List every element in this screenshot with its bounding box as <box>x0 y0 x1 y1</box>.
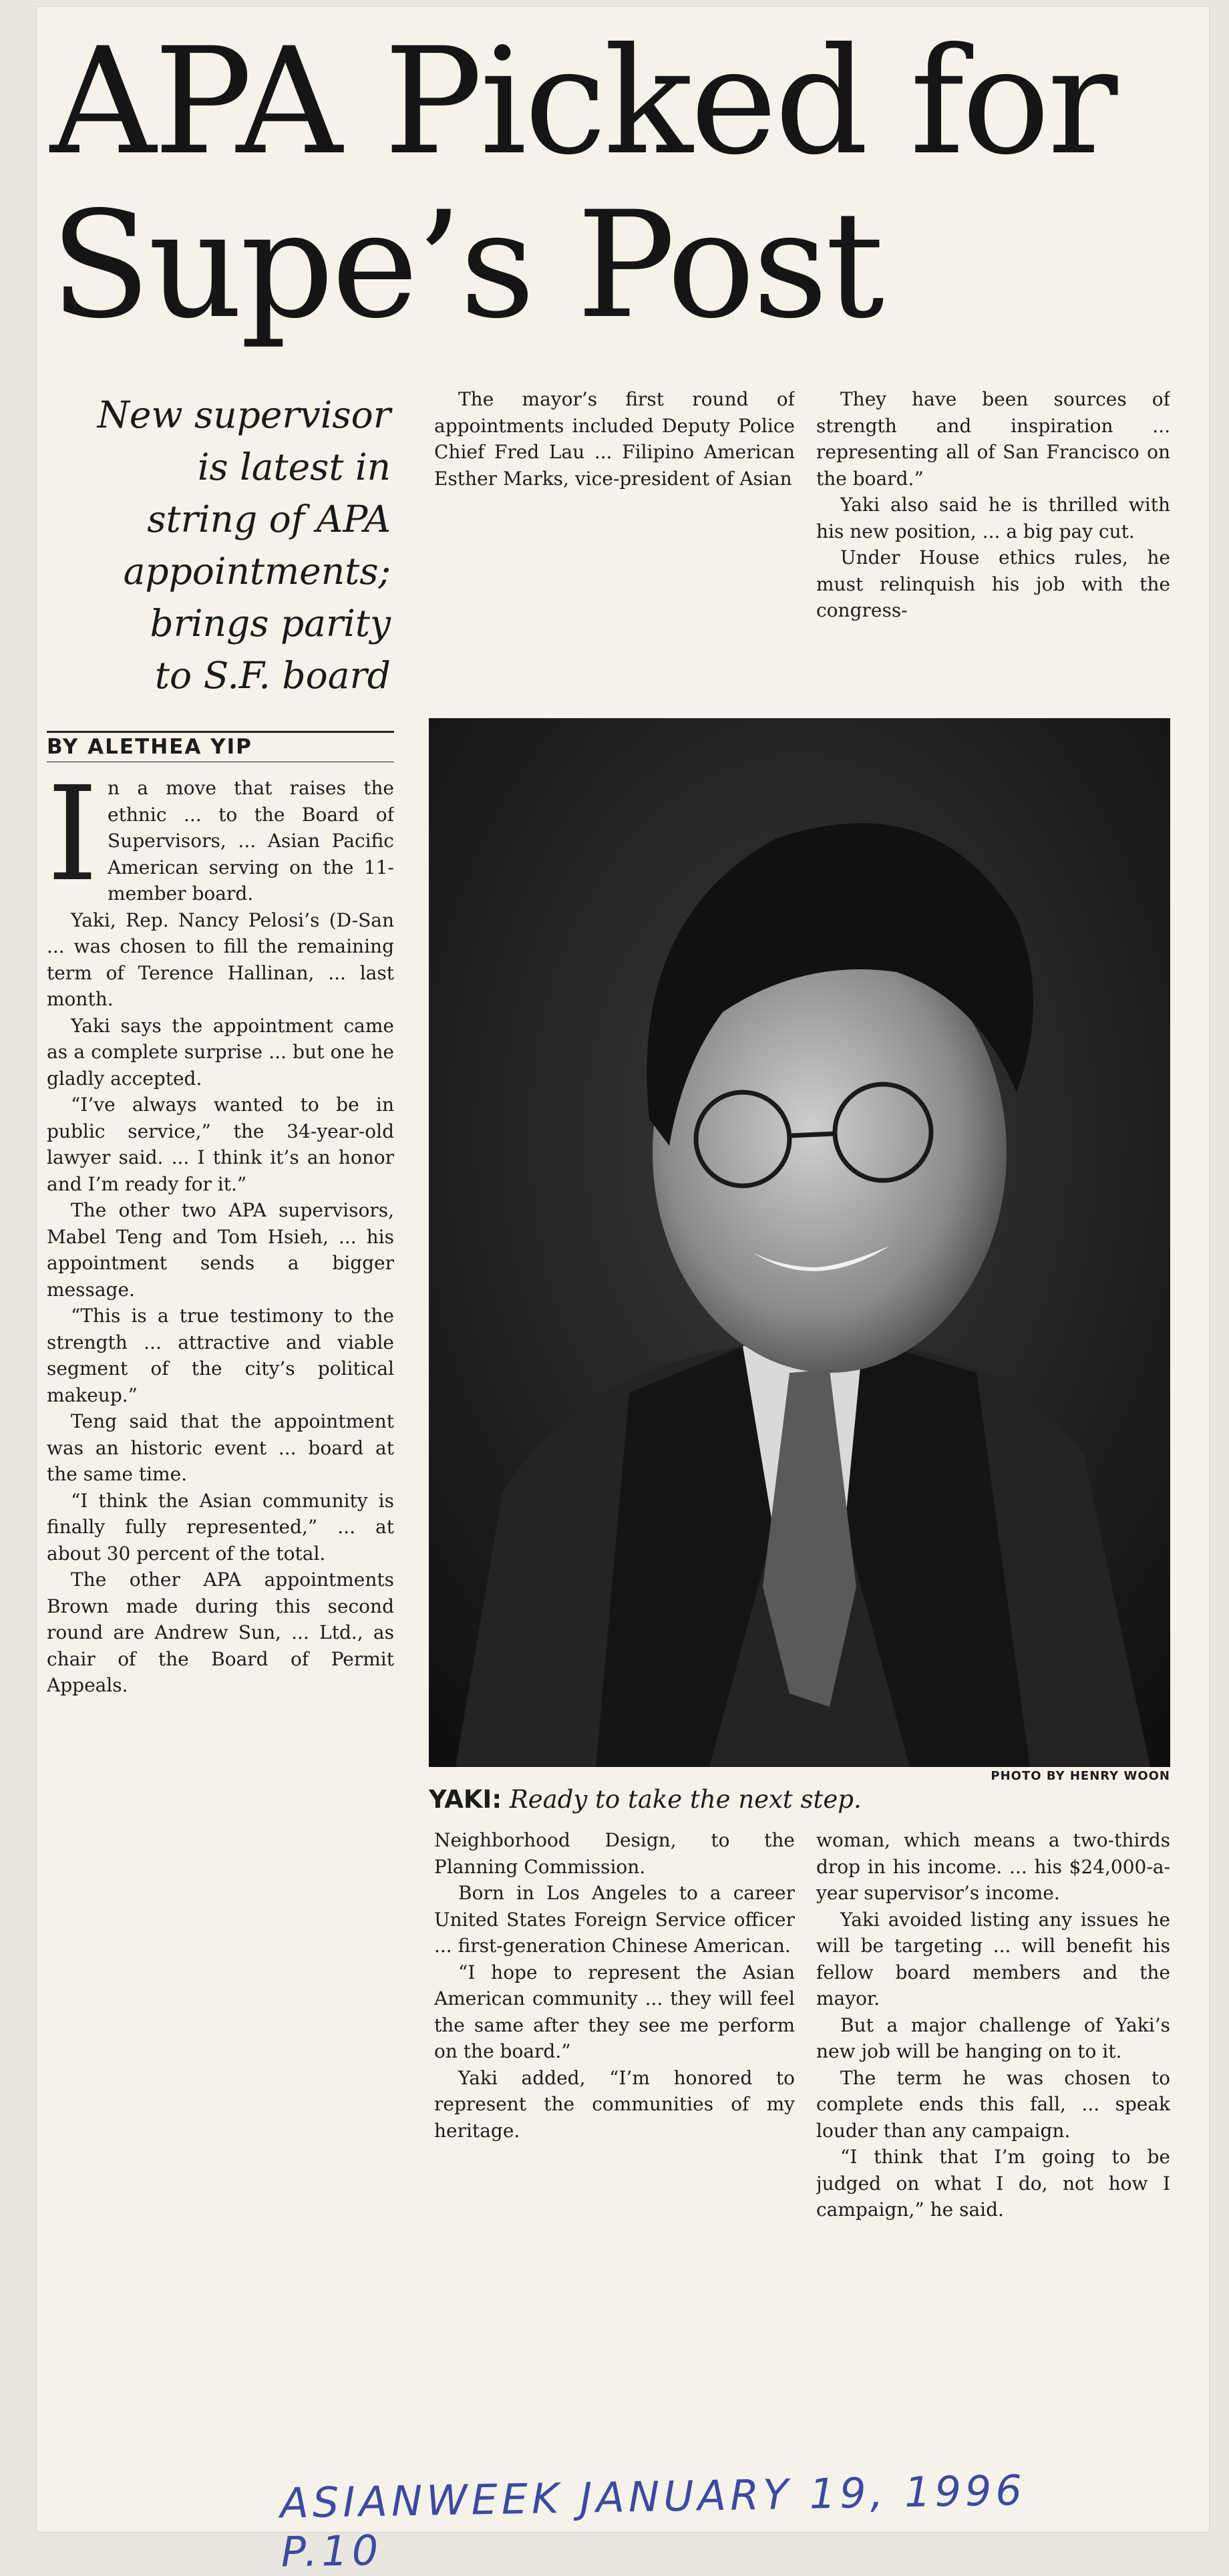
article-paragraph: Teng said that the appointment was an historic event ... board at the same time. <box>47 1410 394 1485</box>
article-paragraph: But a major challenge of Yaki’s new job will be hanging on to it. <box>816 2014 1170 2062</box>
drop-cap: I <box>47 775 99 910</box>
handwritten-note: ASIANWEEK JANUARY 19, 1996 P.10 <box>279 2465 1027 2576</box>
article-paragraph: woman, which means a two-thirds drop in his income. ... his $24,000-a-year supervisor’s income. <box>816 1829 1170 1904</box>
article-paragraph: n a move that raises the ethnic ... to the Board of Supervisors, ... Asian Pacific American serving on the 11-member board. <box>108 777 394 905</box>
caption-label: YAKI: <box>429 1785 502 1814</box>
deck-line: appointments; <box>123 550 391 593</box>
article-column-1 <box>47 775 394 2458</box>
article-paragraph: They have been sources of strength and inspiration ... representing all of San Francisco on the board.” <box>816 388 1170 490</box>
article-paragraph: Yaki, Rep. Nancy Pelosi’s (D-San ... was chosen to fill the remaining term of Terence Hallinan, ... last month. <box>47 909 394 1010</box>
photo-credit: PHOTO BY HENRY WOON <box>991 1769 1170 1783</box>
byline-rule <box>47 731 394 733</box>
headline-line-1: APA Picked for <box>50 16 1115 187</box>
article-column-3-bottom <box>816 1827 1170 2462</box>
article-column-3-top <box>816 386 1170 705</box>
article-paragraph: The term he was chosen to complete ends this fall, ... speak louder than any campaign. <box>816 2066 1170 2142</box>
article-paragraph: Under House ethics rules, he must relinquish his job with the congress- <box>816 546 1170 621</box>
deck-line: New supervisor <box>97 393 391 436</box>
article-paragraph: “I hope to represent the Asian American community ... they will feel the same after they see me perform on the board.” <box>434 1961 795 2062</box>
byline: BY ALETHEA YIP <box>47 735 252 759</box>
photo-caption <box>429 1784 1030 1816</box>
deck-line: brings parity <box>150 602 391 645</box>
deck-line: string of APA <box>147 498 391 540</box>
article-paragraph: The mayor’s first round of appointments included Deputy Police Chief Fred Lau ... Filipino American Esther Marks, vice-president of Asian <box>434 388 795 490</box>
portrait-illustration <box>429 718 1170 1767</box>
article-paragraph: Born in Los Angeles to a career United States Foreign Service officer ... first-generation Chinese American. <box>434 1882 795 1957</box>
article-paragraph: “I think that I’m going to be judged on what I do, not how I campaign,” he said. <box>816 2146 1170 2221</box>
article-paragraph: The other APA appointments Brown made during this second round are Andrew Sun, ... Ltd., as chair of the Board of Permit Appeals. <box>47 1569 394 1696</box>
article-column-2-bottom <box>434 1827 795 2462</box>
deck-subheadline <box>50 389 391 701</box>
article-paragraph: Yaki avoided listing any issues he will be targeting ... will benefit his fellow board members and the mayor. <box>816 1908 1170 2009</box>
article-paragraph: “I’ve always wanted to be in public service,” the 34-year-old lawyer said. ... I think it’s an honor and I’m ready for it.” <box>47 1094 394 1195</box>
article-column-2-top <box>434 386 795 705</box>
article-paragraph: “This is a true testimony to the strength ... attractive and viable segment of the city’s political makeup.” <box>47 1305 394 1406</box>
article-paragraph: “I think the Asian community is finally fully represented,” ... at about 30 percent of the total. <box>47 1489 394 1565</box>
headline <box>50 16 1186 351</box>
article-paragraph: Neighborhood Design, to the Planning Commission. <box>434 1829 795 1878</box>
portrait-photo <box>429 718 1170 1767</box>
article-paragraph: Yaki says the appointment came as a complete surprise ... but one he gladly accepted. <box>47 1014 394 1090</box>
headline-line-2: Supe’s Post <box>50 180 882 351</box>
deck-line: to S.F. board <box>154 654 391 697</box>
article-paragraph: The other two APA supervisors, Mabel Teng and Tom Hsieh, ... his appointment sends a bigger message. <box>47 1199 394 1301</box>
caption-text: Ready to take the next step. <box>509 1785 862 1814</box>
article-paragraph: Yaki also said he is thrilled with his new position, ... a big pay cut. <box>816 494 1170 542</box>
deck-line: is latest in <box>197 446 391 488</box>
article-paragraph: Yaki added, “I’m honored to represent the communities of my heritage. <box>434 2066 795 2142</box>
